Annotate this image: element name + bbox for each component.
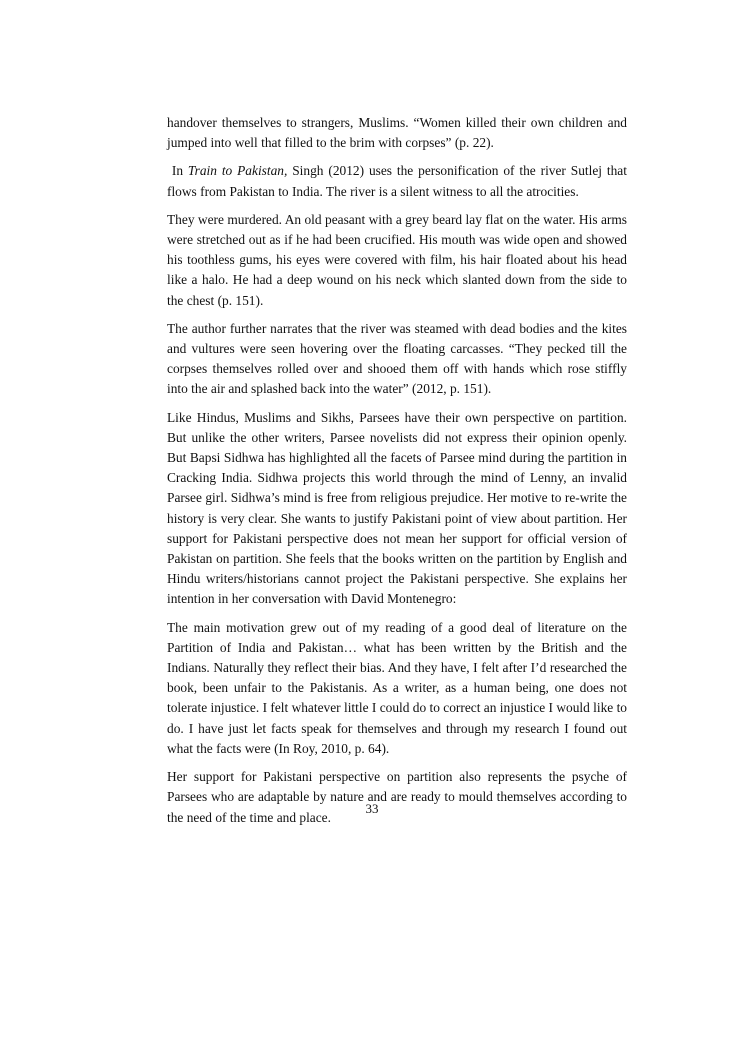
paragraph-7 bbox=[167, 767, 627, 828]
paragraph-7-text: Her support for Pakistani perspective on partition also represents the psyche of Parsees who are adaptable by nature and are ready to mould themselves according to the need of the time and place. bbox=[167, 769, 627, 825]
paragraph-5 bbox=[167, 408, 627, 610]
paragraph-1 bbox=[167, 113, 627, 153]
paragraph-5-text: Like Hindus, Muslims and Sikhs, Parsees have their own perspective on partition. But unlike the other writers, Parsee novelists did not express their opinion openly. But Bapsi Sidhwa has highlighted all the facets of Parsee mind during the partition in Cracking India. Sidhwa projects this world through the mind of Lenny, an invalid Parsee girl. Sidhwa’s mind is free from religious prejudice. Her motive to re-write the history is very clear. She wants to justify Pakistani point of view about partition. Her support for Pakistani perspective does not mean her support for official version of Pakistan on partition. She feels that the books written on the partition by English and Hindu writers/historians cannot project the Pakistani perspective. She explains her intention in her conversation with David Montenegro: bbox=[167, 409, 627, 607]
paragraph-4-text: The author further narrates that the river was steamed with dead bodies and the kites and vultures were seen hovering over the floating carcasses. “They pecked till the corpses themselves rolled over and shooed them off with hands which rose stiffly into the air and splashed back into the water” (2012, p. 151). bbox=[167, 320, 627, 397]
paragraph-6-text: The main motivation grew out of my reading of a good deal of literature on the Partition of India and Pakistan… what has been written by the British and the Indians. Naturally they reflect their bias. And they have, I felt after I’d researched the book, been unfair to the Pakistanis. As a writer, as a human being, one does not tolerate injustice. I felt whatever little I could do to correct an injustice I would like to do. I have just let facts speak for themselves and through my research I found out what the facts were (In Roy, 2010, p. 64). bbox=[167, 619, 627, 756]
paragraph-3 bbox=[167, 210, 627, 311]
paragraph-6 bbox=[167, 618, 627, 759]
paragraph-2 bbox=[167, 161, 627, 201]
paragraph-1-text: handover themselves to strangers, Muslims. “Women killed their own children and jumped into well that filled to the brim with corpses” (p. 22). bbox=[167, 115, 627, 151]
paragraph-2-text-b: Singh (2012) uses the personification of the river Sutlej that flows from Pakistan to India. The river is a silent witness to all the atrocities. bbox=[167, 163, 627, 199]
book-title-train-to-pakistan: Train to Pakistan, bbox=[187, 163, 288, 179]
paragraph-4 bbox=[167, 319, 627, 400]
paragraph-2-text-a: In bbox=[167, 163, 188, 179]
document-body bbox=[167, 113, 627, 836]
paragraph-3-text: They were murdered. An old peasant with a grey beard lay flat on the water. His arms were stretched out as if he had been crucified. His mouth was wide open and showed his toothless gums, his eyes were covered with film, his hair floated about his head like a halo. He had a deep wound on his neck which slanted down from the side to the chest (p. 151). bbox=[167, 211, 627, 308]
page-number: 33 bbox=[365, 801, 379, 816]
